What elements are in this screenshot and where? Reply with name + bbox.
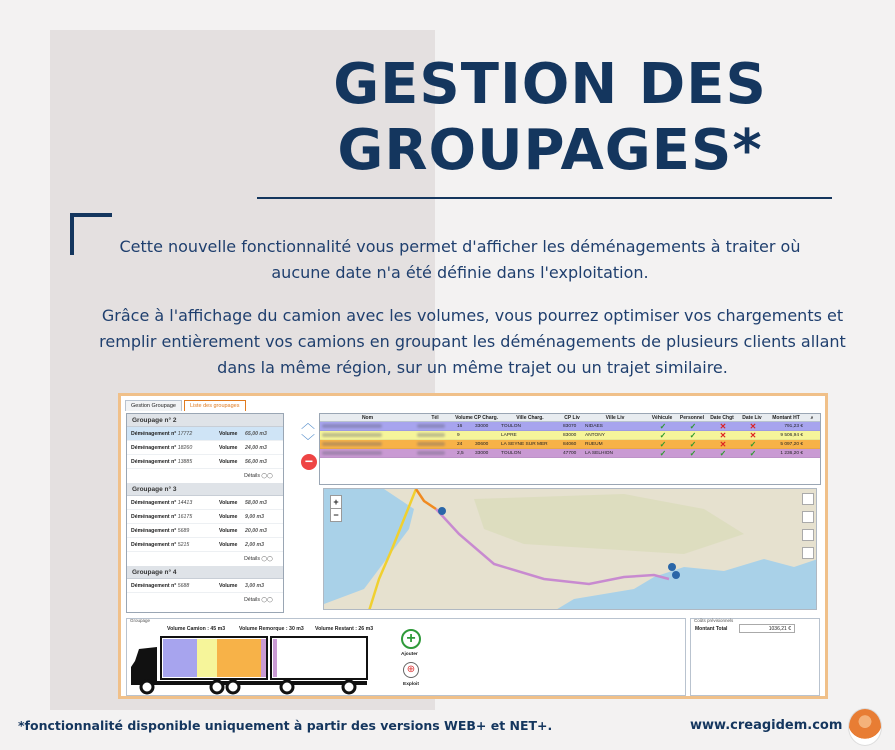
cell-ville-charg: LA SEYNE SUR MER bbox=[501, 442, 548, 447]
redacted-cell bbox=[320, 440, 415, 448]
truck-section bbox=[126, 618, 686, 696]
move-up-icon[interactable]: ︿ bbox=[301, 415, 315, 431]
cell-ville-liv: LA SELHION bbox=[585, 451, 613, 456]
row-number: 16175 bbox=[177, 513, 193, 520]
details-link[interactable]: Détails ◯◯ bbox=[244, 473, 273, 479]
list-item[interactable] bbox=[127, 455, 283, 469]
row-volume-label: Volume bbox=[219, 499, 238, 506]
cell-cp-liv: 84060 bbox=[563, 442, 577, 447]
row-name: Déménagement n° bbox=[131, 499, 177, 506]
redacted-cell bbox=[415, 431, 455, 439]
total-label: Montant Total bbox=[695, 626, 728, 632]
col-header[interactable]: Nom bbox=[361, 415, 374, 421]
row-number: 5215 bbox=[177, 541, 190, 548]
check-icon: ✓ bbox=[659, 440, 667, 448]
list-item[interactable] bbox=[127, 441, 283, 455]
remove-icon[interactable]: − bbox=[301, 454, 317, 470]
target-icon[interactable]: ⊕ bbox=[403, 662, 419, 678]
title-line-1: GESTION DES bbox=[333, 52, 767, 117]
cell-cp-liv: 83070 bbox=[563, 424, 577, 429]
col-header[interactable]: Personnel bbox=[679, 415, 705, 421]
map-pin bbox=[438, 507, 446, 515]
row-volume-label: Volume bbox=[219, 444, 238, 451]
row-number: 17772 bbox=[177, 430, 193, 437]
cell-ville-liv: ANTONY bbox=[585, 433, 605, 438]
row-volume: 58,00 m3 bbox=[245, 499, 267, 506]
cell-montant: 791,23 € bbox=[784, 424, 803, 429]
table-row[interactable] bbox=[320, 431, 820, 440]
cell-cp-charg bbox=[473, 431, 499, 439]
list-item[interactable] bbox=[127, 496, 283, 510]
cell-ville-charg: TOULON bbox=[501, 424, 521, 429]
col-header[interactable]: Tél bbox=[431, 415, 439, 421]
row-volume-label: Volume bbox=[219, 458, 238, 465]
cell-volume: 24 bbox=[457, 442, 463, 447]
col-header[interactable]: Ville Liv bbox=[605, 415, 625, 421]
row-name: Déménagement n° bbox=[131, 458, 177, 465]
cell-cp-charg: 33000 bbox=[475, 451, 489, 456]
row-number: 5689 bbox=[177, 527, 190, 534]
row-name: Déménagement n° bbox=[131, 513, 177, 520]
table-row[interactable] bbox=[320, 449, 820, 458]
redacted-cell bbox=[415, 449, 455, 457]
check-icon: ✓ bbox=[689, 449, 697, 457]
cell-volume: 9 bbox=[457, 433, 460, 438]
cell-volume: 2,5 bbox=[457, 451, 464, 456]
cell-ville-liv: NIDAES bbox=[585, 424, 603, 429]
redacted-cell bbox=[415, 440, 455, 448]
zoom-control bbox=[330, 495, 342, 522]
volume-restant: Volume Restant : 26 m3 bbox=[315, 626, 374, 632]
check-icon: ✓ bbox=[749, 449, 757, 457]
check-icon: ✓ bbox=[659, 422, 667, 430]
redacted-cell bbox=[415, 422, 455, 430]
col-header[interactable]: CP Charg. bbox=[473, 415, 499, 421]
cross-icon: ✕ bbox=[719, 440, 727, 448]
row-volume: 2,00 m3 bbox=[245, 541, 265, 548]
title-line-2: GROUPAGES* bbox=[337, 118, 763, 183]
cell-montant: 9 506,94 € bbox=[780, 433, 803, 438]
cross-icon: ✕ bbox=[719, 422, 727, 430]
grid-body bbox=[320, 422, 820, 458]
redacted-cell bbox=[320, 449, 415, 457]
volume-remorque: Volume Remorque : 30 m3 bbox=[239, 626, 304, 632]
cell-ville-liv: RUEUM bbox=[585, 442, 603, 447]
check-icon: ✓ bbox=[659, 449, 667, 457]
cell-cp-liv: 83000 bbox=[563, 433, 577, 438]
row-volume-label: Volume bbox=[219, 527, 238, 534]
col-header[interactable]: Ville Charg. bbox=[516, 415, 544, 421]
map-pin bbox=[668, 563, 676, 571]
row-volume: 56,00 m3 bbox=[245, 458, 267, 465]
map-layer-toggle[interactable] bbox=[802, 493, 814, 505]
row-number: 14413 bbox=[177, 499, 193, 506]
map-canvas bbox=[324, 489, 817, 610]
glasses-icon: ◯◯ bbox=[261, 556, 273, 562]
zoom-out-button[interactable]: − bbox=[331, 508, 341, 521]
table-row[interactable] bbox=[320, 422, 820, 431]
corner-bracket bbox=[70, 213, 112, 255]
cell-montant: 5 097,20 € bbox=[780, 442, 803, 447]
creagidem-logo bbox=[848, 708, 882, 746]
totals-section bbox=[690, 618, 820, 696]
row-number: 5688 bbox=[177, 582, 190, 589]
truck-icon bbox=[127, 623, 387, 695]
total-value-field[interactable]: 1036,21 € bbox=[739, 624, 795, 633]
row-number: 13885 bbox=[177, 458, 193, 465]
cell-ville-charg: LAPRE bbox=[501, 433, 517, 438]
detail-paragraph: Grâce à l'affichage du camion avec les volumes, vous pourrez optimiser vos chargements et remplir entièrement vos camions en groupant les déménagements de plusieurs clients allant dans la même région, sur un même trajet ou un trajet similaire. bbox=[99, 306, 846, 377]
cross-icon: ✕ bbox=[749, 422, 757, 430]
col-header[interactable]: Véhicule bbox=[651, 415, 673, 421]
col-header[interactable]: Volume bbox=[455, 415, 473, 421]
list-item[interactable] bbox=[127, 524, 283, 538]
footer-url[interactable]: www.creagidem.com bbox=[690, 718, 843, 733]
glasses-icon: ◯◯ bbox=[261, 473, 273, 479]
title-divider bbox=[257, 197, 832, 199]
col-header[interactable]: CP Liv bbox=[564, 415, 580, 421]
exploit-label: Exploit bbox=[403, 682, 419, 687]
cell-montant: 1 236,20 € bbox=[780, 451, 803, 456]
details-link[interactable]: Détails ◯◯ bbox=[244, 597, 273, 603]
row-volume-label: Volume bbox=[219, 582, 238, 589]
check-icon: ✓ bbox=[719, 449, 727, 457]
table-row[interactable] bbox=[320, 440, 820, 449]
search-icon[interactable]: ⌕ bbox=[810, 415, 814, 421]
row-name: Déménagement n° bbox=[131, 430, 177, 437]
route-map[interactable] bbox=[323, 488, 817, 610]
group-header[interactable]: Groupage n° 3 bbox=[127, 483, 283, 496]
list-item[interactable] bbox=[127, 579, 283, 593]
move-down-icon[interactable]: ﹀ bbox=[301, 433, 315, 449]
grid-header bbox=[320, 414, 820, 422]
row-volume: 9,00 m3 bbox=[245, 513, 265, 520]
col-header[interactable]: Montant HT bbox=[772, 415, 800, 421]
list-item[interactable] bbox=[127, 427, 283, 441]
redacted-cell bbox=[320, 431, 415, 439]
tab-gestion-groupage[interactable]: Gestion Groupage bbox=[125, 400, 182, 411]
cell-volume: 16 bbox=[457, 424, 463, 429]
group-header[interactable]: Groupage n° 4 bbox=[127, 566, 283, 579]
row-volume: 20,00 m3 bbox=[245, 527, 267, 534]
row-volume-label: Volume bbox=[219, 513, 238, 520]
check-icon: ✓ bbox=[749, 440, 757, 448]
col-header[interactable]: Date Chgt bbox=[710, 415, 734, 421]
row-name: Déménagement n° bbox=[131, 582, 177, 589]
cell-ville-charg: TOULON bbox=[501, 451, 521, 456]
groupage-app-window bbox=[118, 393, 828, 699]
map-pin bbox=[672, 571, 680, 579]
cross-icon: ✕ bbox=[719, 431, 727, 439]
volume-camion: Volume Camion : 45 m3 bbox=[167, 626, 226, 632]
cell-cp-liv: 47700 bbox=[563, 451, 577, 456]
map-layer-toggle[interactable] bbox=[802, 511, 814, 523]
moves-grid bbox=[319, 413, 821, 485]
col-header[interactable]: Date Liv bbox=[742, 415, 762, 421]
intro-paragraph: Cette nouvelle fonctionnalité vous permet d'afficher les déménagements à traiter où aucune date n'a été définie dans l'exploitation. bbox=[119, 237, 801, 282]
page-title bbox=[300, 52, 800, 184]
groupage-list-panel bbox=[126, 413, 284, 613]
add-label: Ajouter bbox=[401, 652, 418, 657]
check-icon: ✓ bbox=[689, 422, 697, 430]
footer-note: *fonctionnalité disponible uniquement à partir des versions WEB+ et NET+. bbox=[18, 718, 553, 733]
map-layer-toggle[interactable] bbox=[802, 529, 814, 541]
row-name: Déménagement n° bbox=[131, 541, 177, 548]
cell-cp-charg: 33000 bbox=[475, 424, 489, 429]
tab-bar bbox=[125, 400, 248, 412]
check-icon: ✓ bbox=[689, 440, 697, 448]
list-item[interactable] bbox=[127, 510, 283, 524]
row-volume: 3,00 m3 bbox=[245, 582, 265, 589]
group-header[interactable]: Groupage n° 2 bbox=[127, 414, 283, 427]
tab-liste-groupages[interactable]: Liste des groupages bbox=[184, 400, 246, 411]
row-number: 18260 bbox=[177, 444, 193, 451]
redacted-cell bbox=[320, 422, 415, 430]
zoom-in-button[interactable]: + bbox=[333, 497, 339, 507]
row-name: Déménagement n° bbox=[131, 527, 177, 534]
cross-icon: ✕ bbox=[749, 431, 757, 439]
row-volume: 65,00 m3 bbox=[245, 430, 267, 437]
row-name: Déménagement n° bbox=[131, 444, 177, 451]
section-label: Coûts prévisionnels bbox=[694, 618, 734, 623]
row-volume-label: Volume bbox=[219, 430, 238, 437]
cell-cp-charg: 30600 bbox=[475, 442, 489, 447]
list-item[interactable] bbox=[127, 538, 283, 552]
glasses-icon: ◯◯ bbox=[261, 597, 273, 603]
details-link[interactable]: Détails ◯◯ bbox=[244, 556, 273, 562]
check-icon: ✓ bbox=[659, 431, 667, 439]
row-volume-label: Volume bbox=[219, 541, 238, 548]
map-layer-toggle[interactable] bbox=[802, 547, 814, 559]
row-volume: 24,00 m3 bbox=[245, 444, 267, 451]
section-label: Groupage bbox=[130, 618, 151, 623]
check-icon: ✓ bbox=[689, 431, 697, 439]
add-button[interactable]: + bbox=[401, 629, 421, 649]
